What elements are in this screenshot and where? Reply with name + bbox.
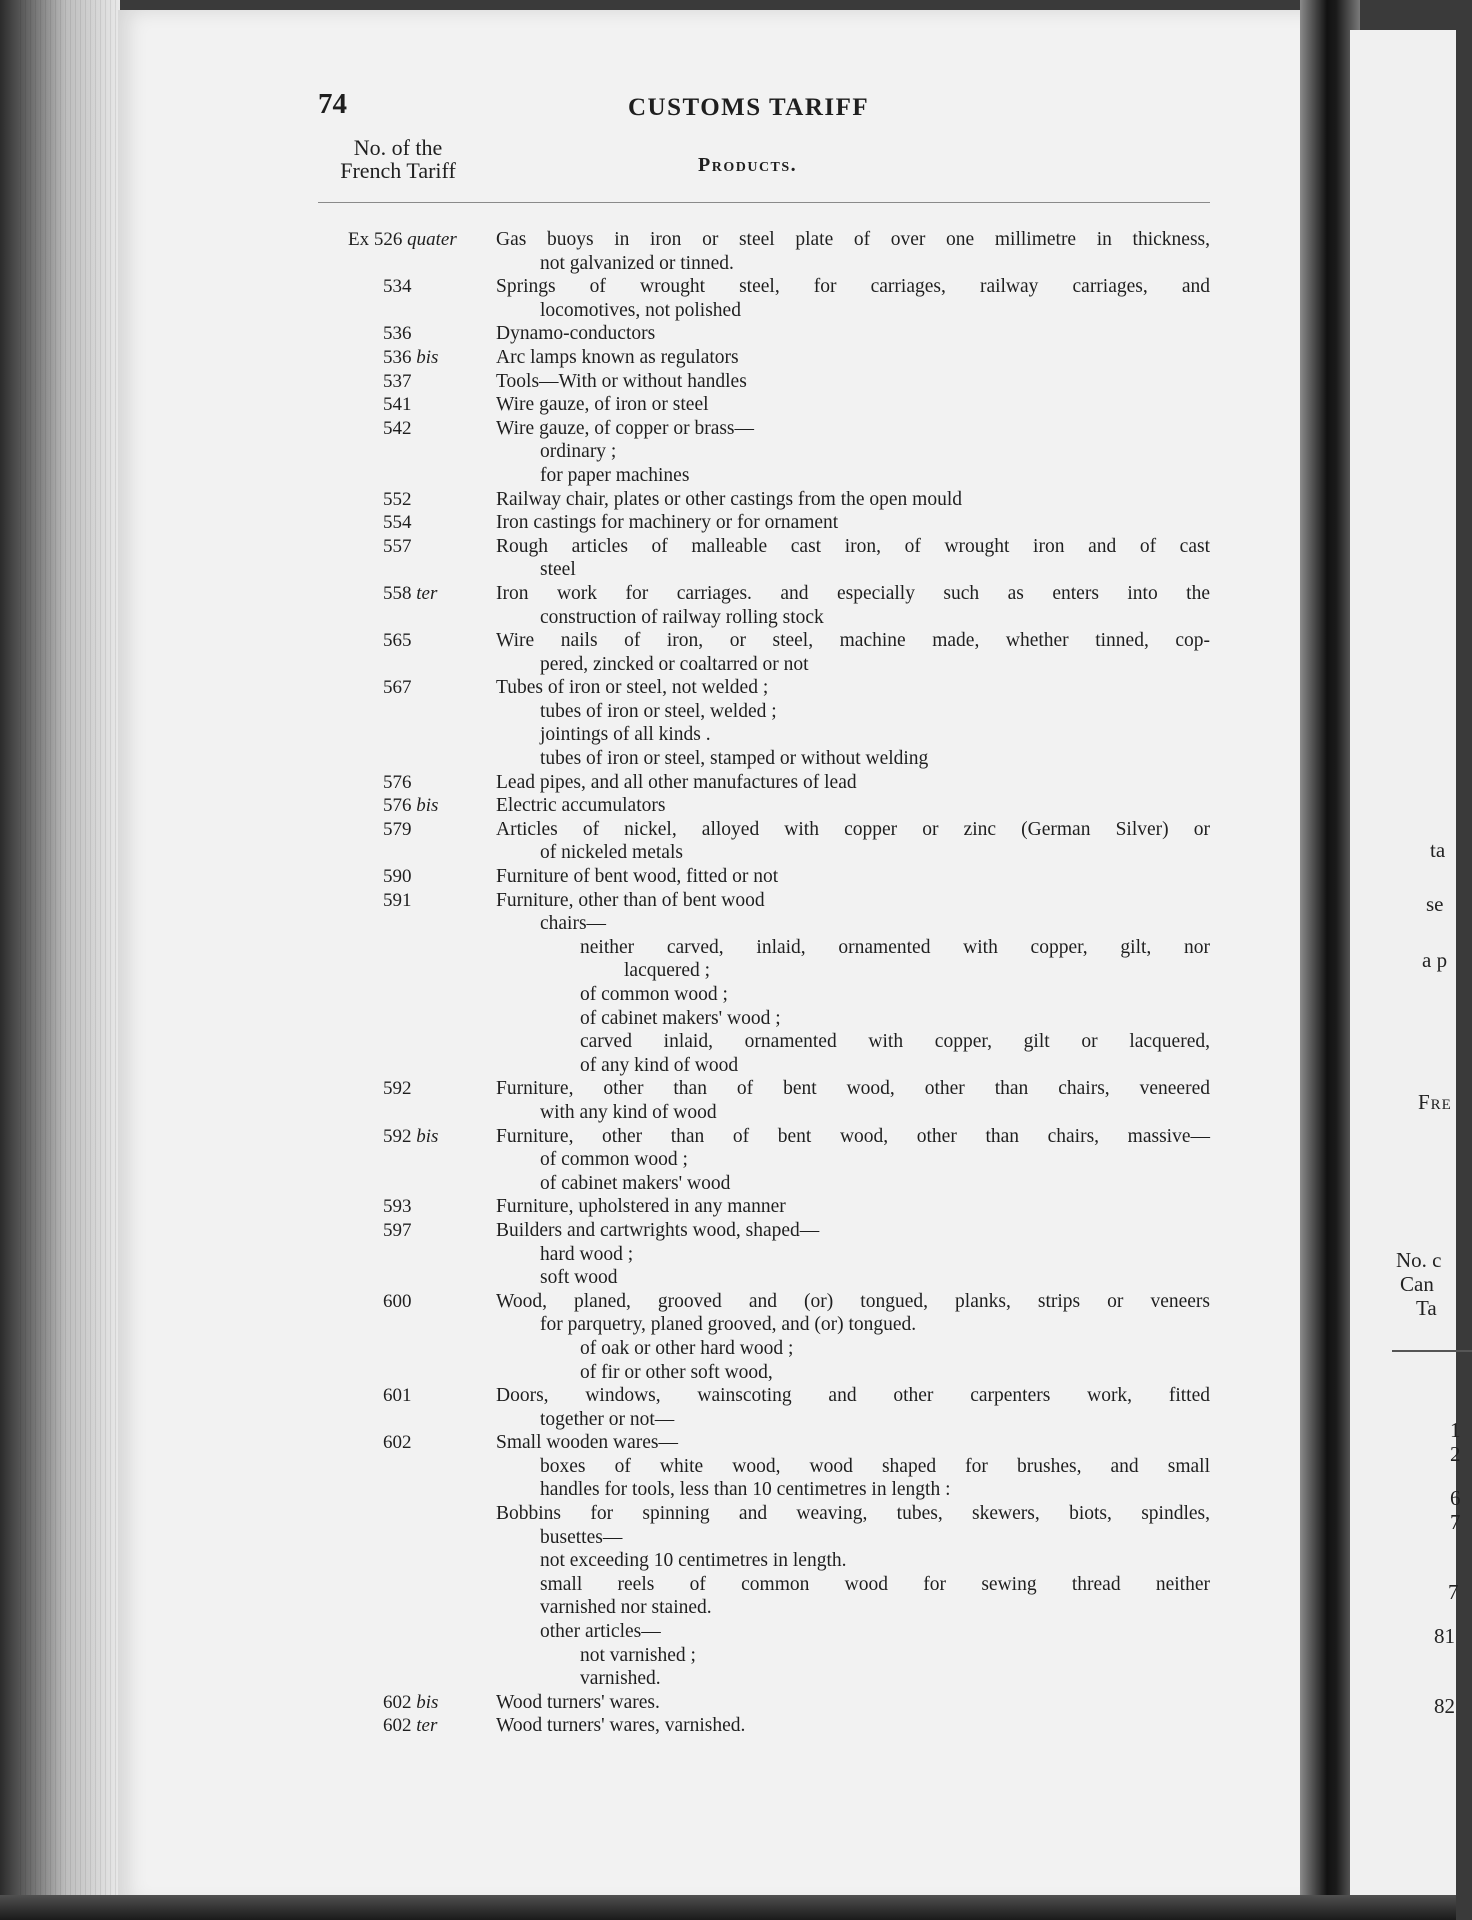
product-line: varnished. (580, 1668, 661, 1690)
product-line: for paper machines (540, 464, 690, 486)
product-line: Wood turners' wares. (496, 1691, 660, 1713)
facing-page (1350, 30, 1461, 1900)
tariff-number-suffix: bis (416, 1691, 439, 1713)
product-line: Iron castings for machinery or for ornament (496, 512, 839, 534)
tariff-entry (0, 771, 1216, 795)
product-line: small reels of common wood for sewing thread neither (540, 1573, 1210, 1595)
product-description (496, 1431, 1210, 1691)
facing-fragment: 7 (1450, 1510, 1461, 1534)
tariff-entry (0, 1195, 1216, 1219)
column-header-number-line: No. of the (353, 135, 443, 160)
tariff-entry (0, 346, 1216, 370)
product-line: Furniture, other than of bent wood, other than chairs, veneered (496, 1078, 1210, 1100)
tariff-entry (0, 417, 1216, 488)
product-description (496, 322, 1210, 346)
tariff-entry (0, 629, 1216, 676)
tariff-number-value: 541 (383, 394, 412, 416)
product-description (496, 1195, 1210, 1219)
tariff-number-suffix: bis (416, 1125, 439, 1147)
product-line: handles for tools, less than 10 centimetres in length : (540, 1479, 951, 1501)
tariff-entry (0, 865, 1216, 889)
tariff-number (348, 228, 457, 252)
tariff-number-value: 592 (383, 1125, 412, 1147)
tariff-number-value: 590 (383, 866, 412, 888)
tariff-number (383, 1125, 438, 1149)
facing-fragment: 82 (1434, 1694, 1455, 1718)
product-description (496, 275, 1210, 322)
facing-fragment: Can (1400, 1272, 1434, 1296)
product-line: of common wood ; (580, 984, 728, 1005)
tariff-number (383, 1431, 412, 1455)
tariff-entry (0, 1714, 1216, 1738)
tariff-number-value: 593 (383, 1196, 412, 1218)
tariff-number (383, 629, 412, 653)
tariff-number-value: 534 (383, 276, 412, 298)
product-line: pered, zincked or coaltarred or not (540, 653, 809, 675)
product-line: Wire gauze, of iron or steel (496, 394, 709, 416)
tariff-entry (0, 1384, 1216, 1431)
product-description (496, 1290, 1210, 1384)
product-description (496, 346, 1210, 370)
product-line: Bobbins for spinning and weaving, tubes, skewers, biots, spindles, (496, 1503, 1210, 1525)
product-description (496, 676, 1210, 770)
tariff-entry (0, 818, 1216, 865)
tariff-number (383, 582, 437, 606)
tariff-number-value: 537 (383, 370, 412, 392)
facing-fragment: No. c (1396, 1248, 1442, 1272)
facing-fragment: Ta (1416, 1296, 1437, 1320)
product-line: locomotives, not polished (540, 299, 741, 321)
tariff-number (383, 488, 412, 512)
product-description (496, 393, 1210, 417)
product-line: Furniture, other than of bent wood, other than chairs, massive— (496, 1125, 1210, 1147)
tariff-number (383, 1195, 412, 1219)
product-line: Arc lamps known as regulators (496, 346, 739, 368)
tariff-number-suffix: ter (416, 1715, 438, 1737)
product-line: carved inlaid, ornamented with copper, gilt or lacquered, (580, 1031, 1210, 1053)
tariff-number-suffix: quater (407, 229, 457, 250)
facing-fragment: Fre (1418, 1090, 1452, 1114)
tariff-number-value: 536 (383, 323, 412, 345)
tariff-entry (0, 511, 1216, 535)
tariff-number-value: 565 (383, 630, 412, 652)
product-line: of fir or other soft wood, (580, 1361, 773, 1383)
tariff-number-value: 557 (383, 535, 412, 557)
product-description (496, 629, 1210, 676)
product-description (496, 582, 1210, 629)
tariff-entry (0, 1077, 1216, 1124)
product-line: Doors, windows, wainscoting and other carpenters work, fitted (496, 1385, 1210, 1407)
tariff-number-value: 576 (383, 771, 412, 793)
tariff-entry (0, 1691, 1216, 1715)
product-description (496, 1219, 1210, 1290)
tariff-number-value: 591 (383, 889, 412, 911)
tariff-number-value: 567 (383, 677, 412, 699)
product-line: Springs of wrought steel, for carriages, railway carriages, and (496, 276, 1210, 298)
tariff-number (383, 1077, 412, 1101)
tariff-number-value: 579 (383, 818, 412, 840)
product-line: hard wood ; (540, 1243, 634, 1265)
product-line: of common wood ; (540, 1149, 688, 1171)
tariff-entry (0, 275, 1216, 322)
product-description (496, 1125, 1210, 1196)
product-line: tubes of iron or steel, welded ; (540, 700, 777, 722)
product-line: jointings of all kinds . (540, 724, 711, 746)
tariff-entry (0, 794, 1216, 818)
product-line: construction of railway rolling stock (540, 606, 824, 628)
tariff-number (383, 818, 412, 842)
column-header-number-line: French Tariff (340, 158, 456, 183)
tariff-entry (0, 393, 1216, 417)
facing-fragment: 6 (1450, 1486, 1461, 1510)
product-line: Wood, planed, grooved and (or) tongued, planks, strips or veneers (496, 1290, 1210, 1312)
product-line: ordinary ; (540, 441, 617, 463)
product-line: Tools—With or without handles (496, 370, 747, 392)
product-line: busettes— (540, 1526, 623, 1548)
product-line: Railway chair, plates or other castings from the open mould (496, 488, 963, 510)
tariff-number-suffix: bis (416, 346, 439, 368)
product-line: lacquered ; (624, 960, 711, 982)
product-line: of oak or other hard wood ; (580, 1337, 794, 1359)
product-description (496, 370, 1210, 394)
product-line: boxes of white wood, wood shaped for brushes, and small (540, 1455, 1210, 1477)
tariff-number (383, 535, 412, 559)
column-header-number (318, 136, 478, 182)
product-description (496, 1384, 1210, 1431)
product-description (496, 865, 1210, 889)
tariff-entry (0, 1290, 1216, 1384)
tariff-number (383, 889, 412, 913)
product-line: soft wood (540, 1267, 618, 1289)
product-line: of any kind of wood (580, 1054, 739, 1076)
tariff-entries (0, 228, 1216, 1738)
facing-fragment: ta (1430, 838, 1446, 862)
facing-fragment: 81 (1434, 1624, 1455, 1648)
product-line: other articles— (540, 1621, 661, 1643)
tariff-number-value: 602 (383, 1715, 412, 1737)
product-line: Furniture of bent wood, fitted or not (496, 866, 779, 888)
product-line: not varnished ; (580, 1644, 696, 1666)
tariff-number (383, 322, 412, 346)
product-description (496, 818, 1210, 865)
tariff-number (383, 417, 412, 441)
product-line: of cabinet makers' wood (540, 1172, 731, 1194)
tariff-number (383, 771, 412, 795)
product-line: Furniture, upholstered in any manner (496, 1196, 786, 1218)
tariff-number-value: 601 (383, 1385, 412, 1407)
tariff-number (383, 346, 438, 370)
header-rule (318, 202, 1210, 203)
product-line: with any kind of wood (540, 1101, 717, 1123)
tariff-entry (0, 1219, 1216, 1290)
facing-fragment: 2 (1450, 1442, 1461, 1466)
product-line: Iron work for carriages. and especially such as enters into the (496, 582, 1210, 604)
product-line: Electric accumulators (496, 795, 666, 817)
tariff-number (383, 275, 412, 299)
facing-fragment: a p (1422, 948, 1448, 972)
facing-rule (1392, 1350, 1472, 1352)
tariff-entry (0, 488, 1216, 512)
product-line: steel (540, 559, 576, 581)
product-description (496, 889, 1210, 1078)
product-line: not galvanized or tinned. (540, 252, 734, 274)
product-line: Furniture, other than of bent wood (496, 889, 765, 911)
product-line: Wood turners' wares, varnished. (496, 1715, 746, 1737)
product-description (496, 535, 1210, 582)
tariff-entry (0, 322, 1216, 346)
tariff-number (383, 794, 438, 818)
column-header-products: Products. (698, 154, 798, 176)
tariff-number (383, 1714, 437, 1738)
facing-fragment: 1 (1450, 1418, 1461, 1442)
product-description (496, 417, 1210, 488)
product-line: Dynamo-conductors (496, 323, 656, 345)
tariff-number (383, 511, 412, 535)
product-line: of nickeled metals (540, 842, 683, 864)
tariff-number-value: 576 (383, 795, 412, 817)
product-line: chairs— (540, 913, 607, 935)
product-line: tubes of iron or steel, stamped or without welding (540, 748, 929, 770)
tariff-number-suffix: bis (416, 795, 439, 817)
tariff-entry (0, 535, 1216, 582)
product-line: Gas buoys in iron or steel plate of over one millimetre in thickness, (496, 229, 1210, 250)
product-line: neither carved, inlaid, ornamented with copper, gilt, nor (580, 936, 1210, 958)
facing-fragment: se (1426, 892, 1444, 916)
tariff-number-value: 597 (383, 1219, 412, 1241)
product-line: Tubes of iron or steel, not welded ; (496, 677, 769, 699)
product-line: for parquetry, planed grooved, and (or) tongued. (540, 1314, 917, 1336)
tariff-number-value: 602 (383, 1691, 412, 1713)
tariff-entry (0, 370, 1216, 394)
tariff-number (383, 370, 412, 394)
tariff-number-value: 592 (383, 1078, 412, 1100)
facing-fragment: 7 (1448, 1580, 1459, 1604)
tariff-number (383, 1290, 412, 1314)
product-line: together or not— (540, 1408, 675, 1430)
product-line: Builders and cartwrights wood, shaped— (496, 1219, 820, 1241)
product-line: Lead pipes, and all other manufactures of lead (496, 771, 857, 793)
product-description (496, 794, 1210, 818)
product-description (496, 1714, 1210, 1738)
product-description (496, 1077, 1210, 1124)
tariff-entry (0, 1431, 1216, 1691)
tariff-number (383, 865, 412, 889)
page-number: 74 (318, 88, 347, 120)
product-line: not exceeding 10 centimetres in length. (540, 1550, 847, 1572)
bottom-shadow (0, 1895, 1456, 1920)
tariff-entry (0, 676, 1216, 770)
tariff-number-value: 552 (383, 488, 412, 510)
tariff-number-value: 600 (383, 1290, 412, 1312)
product-description (496, 228, 1210, 275)
product-description (496, 771, 1210, 795)
tariff-entry (0, 228, 1216, 275)
tariff-entry (0, 889, 1216, 1078)
product-line: Small wooden wares— (496, 1432, 678, 1454)
tariff-number-value: 554 (383, 512, 412, 534)
tariff-number (383, 676, 412, 700)
tariff-entry (0, 582, 1216, 629)
tariff-number (383, 1384, 412, 1408)
product-line: Wire nails of iron, or steel, machine made, whether tinned, cop- (496, 630, 1210, 652)
product-line: of cabinet makers' wood ; (580, 1007, 781, 1029)
product-line: Articles of nickel, alloyed with copper or zinc (German Silver) or (496, 818, 1210, 840)
tariff-number (383, 393, 412, 417)
tariff-number (383, 1691, 438, 1715)
product-line: varnished nor stained. (540, 1597, 712, 1619)
tariff-number-value: 558 (383, 582, 412, 604)
tariff-number (383, 1219, 412, 1243)
tariff-number-value: 542 (383, 417, 412, 439)
tariff-number-value: Ex 526 (348, 229, 403, 250)
tariff-number-suffix: ter (416, 582, 438, 604)
tariff-number-value: 536 (383, 346, 412, 368)
tariff-entry (0, 1125, 1216, 1196)
product-description (496, 488, 1210, 512)
tariff-number-value: 602 (383, 1432, 412, 1454)
running-title: CUSTOMS TARIFF (628, 94, 870, 121)
product-line: Rough articles of malleable cast iron, of wrought iron and of cast (496, 535, 1210, 557)
product-description (496, 511, 1210, 535)
product-line: Wire gauze, of copper or brass— (496, 417, 755, 439)
product-description (496, 1691, 1210, 1715)
